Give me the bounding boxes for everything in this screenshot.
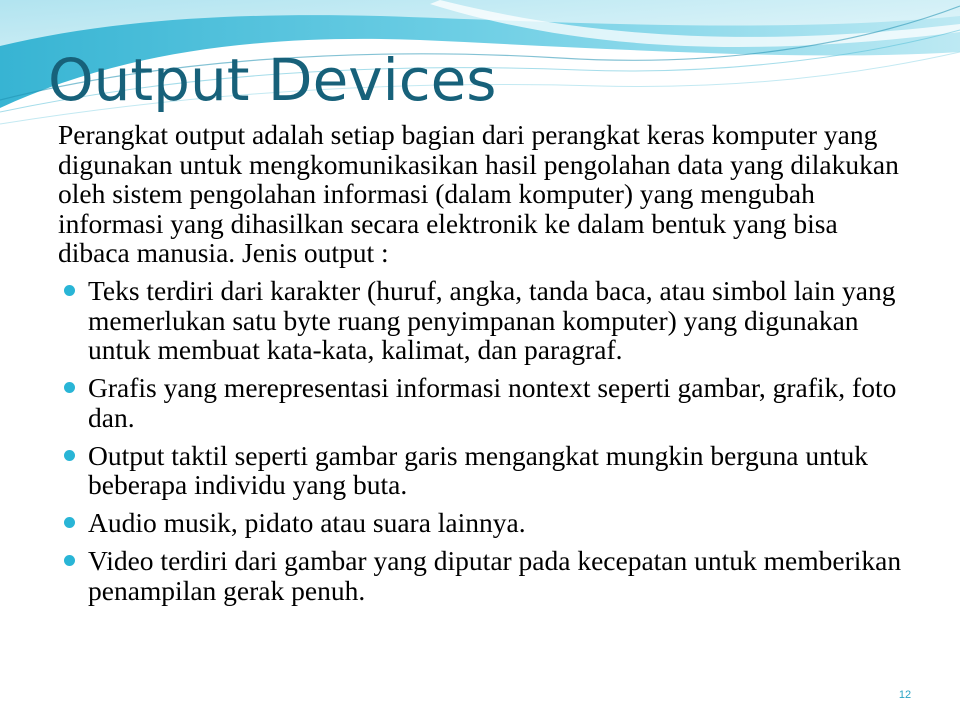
bullet-text: Video terdiri dari gambar yang diputar pada kecepatan untuk memberikan penampilan gerak penuh. [88, 545, 902, 606]
bullet-item-taktil [58, 441, 908, 500]
slide-title: Output Devices [48, 46, 497, 114]
intro-paragraph: Perangkat output adalah setiap bagian dari perangkat keras komputer yang digunakan untuk mengkomunikasikan hasil pengolahan data yang dilakukan oleh sistem pengolahan informasi (dalam komputer) yang mengubah informasi yang dihasilkan secara elektronik ke dalam bentuk yang bisa dibaca manusia. Jenis output : [58, 119, 899, 268]
slide-content [58, 120, 908, 605]
bullet-text: Teks terdiri dari karakter (huruf, angka, tanda baca, atau simbol lain yang memerlukan satu byte ruang penyimpanan komputer) yang digunakan untuk membuat kata-kata, kalimat, dan paragraf. [88, 275, 896, 365]
bullet-item-audio [58, 508, 908, 538]
bullet-item-grafis [58, 373, 908, 432]
bullet-item-teks [58, 276, 908, 365]
page-number: 12 [898, 689, 912, 701]
bullet-item-video [58, 546, 908, 605]
bullet-dot-icon [64, 382, 75, 393]
bullet-list [58, 276, 908, 605]
bullet-dot-icon [64, 450, 75, 461]
bullet-dot-icon [64, 555, 75, 566]
bullet-text: Audio musik, pidato atau suara lainnya. [88, 507, 526, 538]
bullet-text: Grafis yang merepresentasi informasi nontext seperti gambar, grafik, foto dan. [88, 372, 897, 433]
bullet-dot-icon [64, 517, 75, 528]
bullet-dot-icon [64, 285, 75, 296]
bullet-text: Output taktil seperti gambar garis mengangkat mungkin berguna untuk beberapa individu yang buta. [88, 439, 869, 500]
